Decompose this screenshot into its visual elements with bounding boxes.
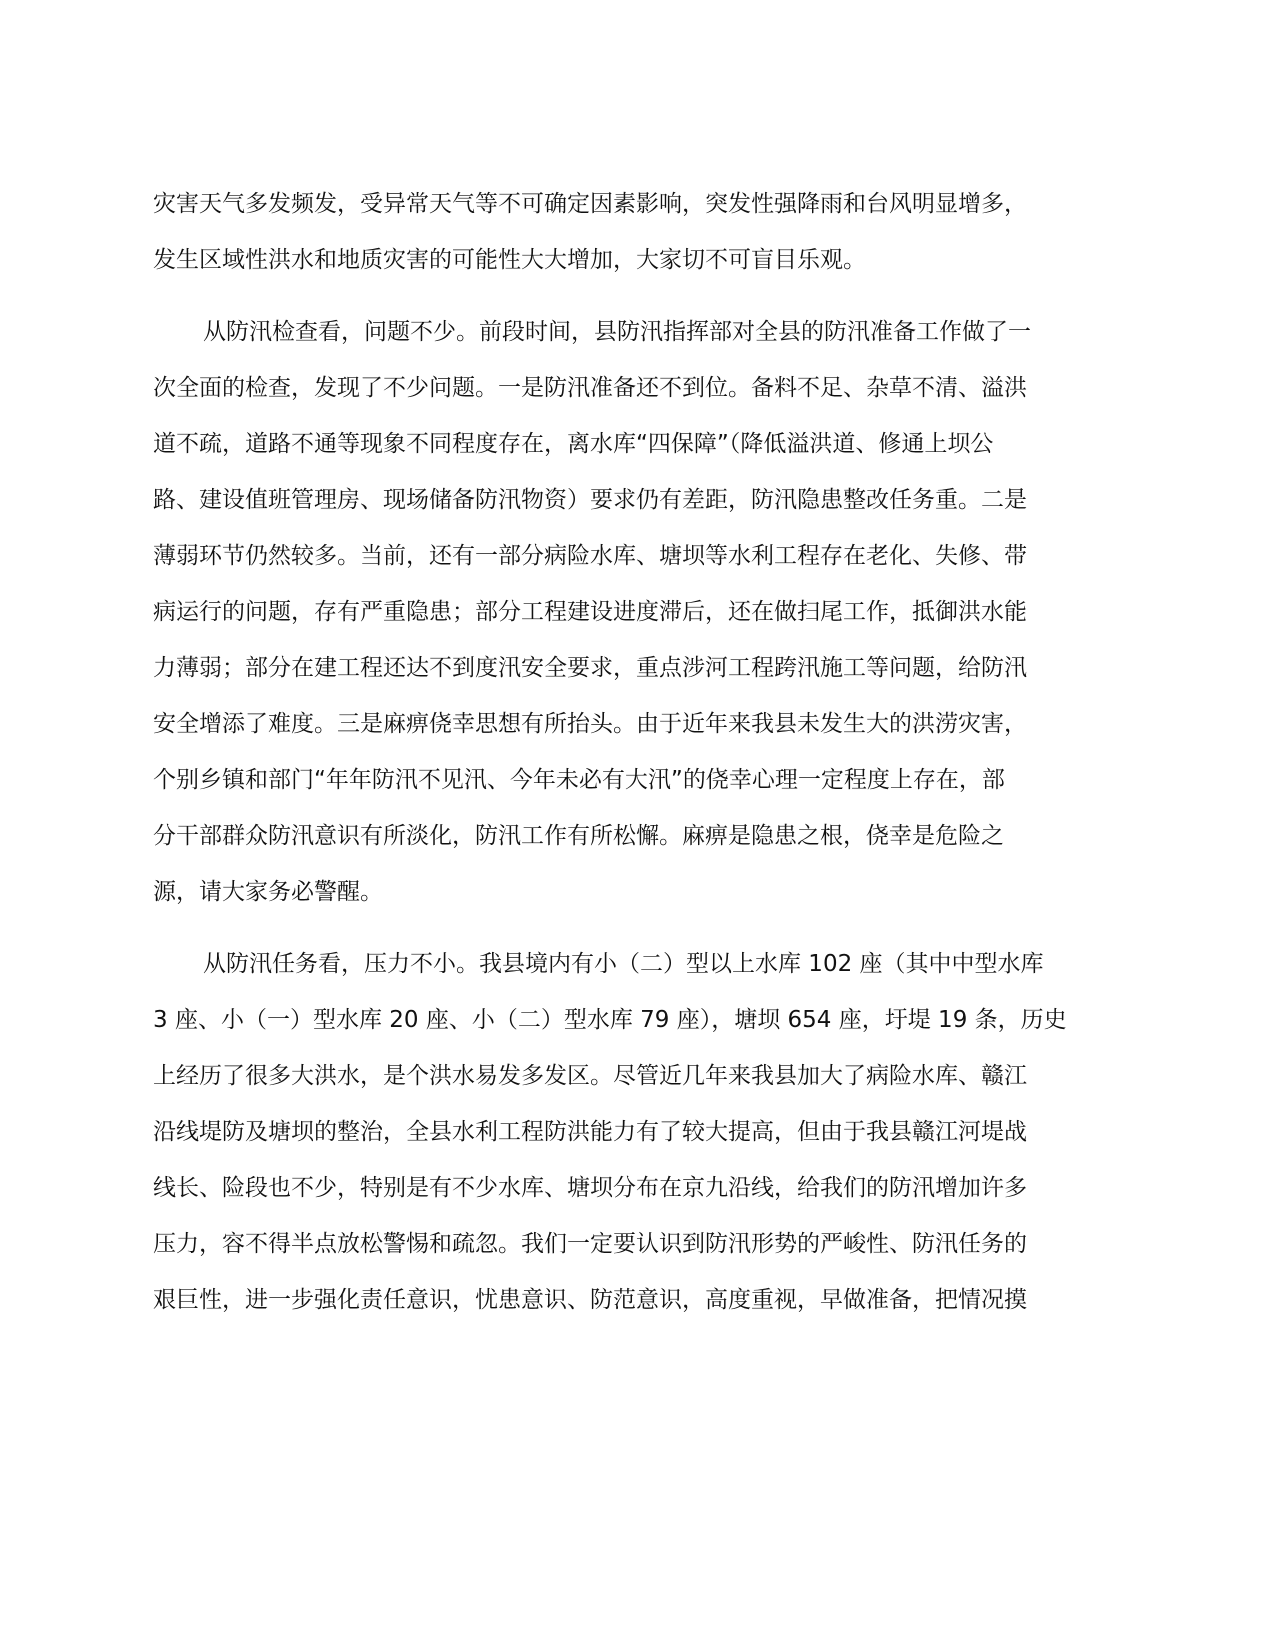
text-line: 沿线堤防及塘坝的整治，全县水利工程防洪能力有了较大提高，但由于我县赣江河堤战 — [153, 1119, 1027, 1145]
text-line: 发生区域性洪水和地质灾害的可能性大大增加，大家切不可盲目乐观。 — [153, 247, 866, 273]
text-line: 艰巨性，进一步强化责任意识，忧患意识、防范意识，高度重视，早做准备，把情况摸 — [153, 1287, 1027, 1313]
text-line: 次全面的检查，发现了不少问题。一是防汛准备还不到位。备料不足、杂草不清、溢洪 — [153, 375, 1027, 401]
paragraph-first-line: 从防汛任务看，压力不小。我县境内有小（二）型以上水库 102 座（其中中型水库 — [203, 951, 1044, 977]
text-line: 力薄弱；部分在建工程还达不到度汛安全要求，重点涉河工程跨汛施工等问题，给防汛 — [153, 655, 1027, 681]
text-line: 安全增添了难度。三是麻痹侥幸思想有所抬头。由于近年来我县未发生大的洪涝灾害， — [153, 711, 1027, 737]
text-line: 压力，容不得半点放松警惕和疏忽。我们一定要认识到防汛形势的严峻性、防汛任务的 — [153, 1231, 1027, 1257]
text-line: 个别乡镇和部门“年年防汛不见汛、今年未必有大汛”的侥幸心理一定程度上存在，部 — [153, 767, 1005, 793]
text-line: 灾害天气多发频发，受异常天气等不可确定因素影响，突发性强降雨和台风明显增多， — [153, 191, 1027, 217]
text-line: 分干部群众防汛意识有所淡化，防汛工作有所松懈。麻痹是隐患之根，侥幸是危险之 — [153, 823, 1004, 849]
text-line: 3 座、小（一）型水库 20 座、小（二）型水库 79 座），塘坝 654 座，圩堤 19 条，历史 — [153, 1007, 1067, 1033]
text-line: 病运行的问题，存有严重隐患；部分工程建设进度滞后，还在做扫尾工作，抵御洪水能 — [153, 599, 1027, 625]
text-line: 线长、险段也不少，特别是有不少水库、塘坝分布在京九沿线，给我们的防汛增加许多 — [153, 1175, 1027, 1201]
text-line: 道不疏，道路不通等现象不同程度存在，离水库“四保障”（降低溢洪道、修通上坝公 — [153, 431, 994, 457]
text-line: 上经历了很多大洪水，是个洪水易发多发区。尽管近几年来我县加大了病险水库、赣江 — [153, 1063, 1027, 1089]
text-line: 源，请大家务必警醒。 — [153, 879, 383, 905]
text-line: 路、建设值班管理房、现场储备防汛物资）要求仍有差距，防汛隐患整改任务重。二是 — [153, 487, 1027, 513]
text-line: 薄弱环节仍然较多。当前，还有一部分病险水库、塘坝等水利工程存在老化、失修、带 — [153, 543, 1027, 569]
paragraph-first-line: 从防汛检查看，问题不少。前段时间，县防汛指挥部对全县的防汛准备工作做了一 — [203, 319, 1031, 345]
